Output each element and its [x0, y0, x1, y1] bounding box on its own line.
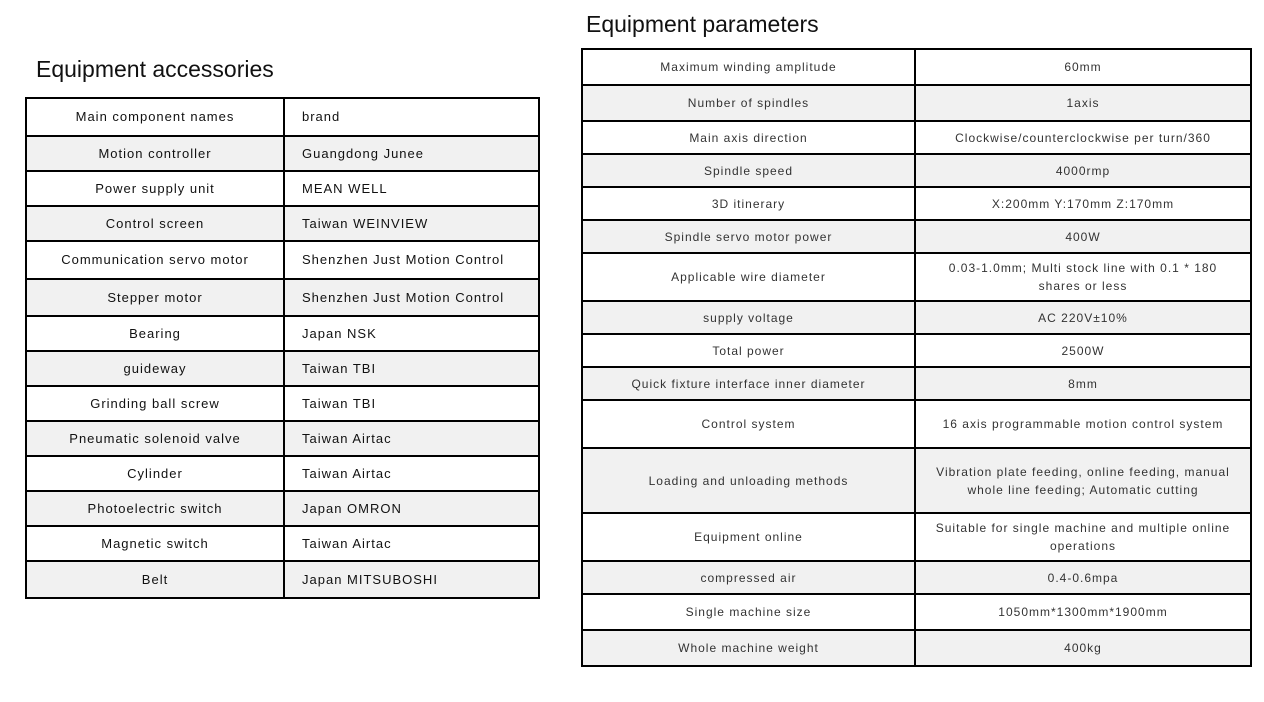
- brand-cell: Japan OMRON: [284, 491, 539, 526]
- parameter-value-cell: 60mm: [915, 49, 1251, 85]
- accessories-table: [25, 97, 540, 599]
- brand-cell: Taiwan Airtac: [284, 421, 539, 456]
- table-row: [26, 279, 539, 316]
- component-name-cell: Communication servo motor: [26, 241, 284, 279]
- component-name-cell: Bearing: [26, 316, 284, 351]
- parameter-value-cell: 1axis: [915, 85, 1251, 121]
- table-row: [26, 561, 539, 598]
- accessories-title: Equipment accessories: [36, 56, 274, 82]
- table-row: [26, 386, 539, 421]
- parameter-name-cell: Total power: [582, 334, 915, 367]
- component-name-cell: Power supply unit: [26, 171, 284, 206]
- parameter-name-cell: supply voltage: [582, 301, 915, 334]
- table-row: [26, 421, 539, 456]
- table-row: [26, 456, 539, 491]
- component-name-cell: Motion controller: [26, 136, 284, 171]
- table-row: [582, 630, 1251, 666]
- table-row: [26, 206, 539, 241]
- parameter-name-cell: compressed air: [582, 561, 915, 594]
- table-row: [582, 187, 1251, 220]
- parameter-name-cell: Equipment online: [582, 513, 915, 561]
- parameter-value-cell: 2500W: [915, 334, 1251, 367]
- parameter-value-cell: AC 220V±10%: [915, 301, 1251, 334]
- brand-cell: Japan NSK: [284, 316, 539, 351]
- brand-cell: Taiwan WEINVIEW: [284, 206, 539, 241]
- table-row: [582, 121, 1251, 154]
- brand-cell: Shenzhen Just Motion Control: [284, 279, 539, 316]
- parameter-value-cell: Clockwise/counterclockwise per turn/360: [915, 121, 1251, 154]
- table-row: [26, 316, 539, 351]
- table-row: [582, 301, 1251, 334]
- brand-cell: Taiwan TBI: [284, 351, 539, 386]
- table-row: [582, 400, 1251, 448]
- table-row: [26, 241, 539, 279]
- parameters-title: Equipment parameters: [586, 11, 819, 37]
- parameter-value-cell: Suitable for single machine and multiple online operations: [915, 513, 1251, 561]
- parameter-value-cell: 0.03-1.0mm; Multi stock line with 0.1 * 180 shares or less: [915, 253, 1251, 301]
- parameter-value-cell: Vibration plate feeding, online feeding, manual whole line feeding; Automatic cutting: [915, 448, 1251, 513]
- brand-cell: brand: [284, 98, 539, 136]
- parameter-name-cell: Control system: [582, 400, 915, 448]
- table-row: [582, 448, 1251, 513]
- parameters-table: [581, 48, 1252, 667]
- parameter-name-cell: Spindle speed: [582, 154, 915, 187]
- brand-cell: Taiwan Airtac: [284, 526, 539, 561]
- brand-cell: Guangdong Junee: [284, 136, 539, 171]
- brand-cell: Taiwan Airtac: [284, 456, 539, 491]
- parameter-name-cell: Single machine size: [582, 594, 915, 630]
- component-name-cell: Magnetic switch: [26, 526, 284, 561]
- table-row: [26, 136, 539, 171]
- table-row: [582, 49, 1251, 85]
- table-row: [582, 220, 1251, 253]
- table-row: [26, 491, 539, 526]
- component-name-cell: Cylinder: [26, 456, 284, 491]
- brand-cell: Taiwan TBI: [284, 386, 539, 421]
- table-row: [26, 98, 539, 136]
- brand-cell: Japan MITSUBOSHI: [284, 561, 539, 598]
- parameter-name-cell: Main axis direction: [582, 121, 915, 154]
- table-row: [582, 334, 1251, 367]
- table-row: [26, 351, 539, 386]
- parameter-value-cell: 16 axis programmable motion control system: [915, 400, 1251, 448]
- brand-cell: MEAN WELL: [284, 171, 539, 206]
- parameter-name-cell: Applicable wire diameter: [582, 253, 915, 301]
- parameter-value-cell: 4000rmp: [915, 154, 1251, 187]
- table-row: [582, 367, 1251, 400]
- parameter-name-cell: 3D itinerary: [582, 187, 915, 220]
- component-name-cell: Stepper motor: [26, 279, 284, 316]
- table-row: [582, 253, 1251, 301]
- table-row: [582, 85, 1251, 121]
- component-name-cell: Control screen: [26, 206, 284, 241]
- table-row: [582, 561, 1251, 594]
- component-name-cell: Grinding ball screw: [26, 386, 284, 421]
- table-row: [582, 513, 1251, 561]
- brand-cell: Shenzhen Just Motion Control: [284, 241, 539, 279]
- parameter-value-cell: 8mm: [915, 367, 1251, 400]
- table-row: [582, 594, 1251, 630]
- parameter-name-cell: Quick fixture interface inner diameter: [582, 367, 915, 400]
- parameter-name-cell: Loading and unloading methods: [582, 448, 915, 513]
- parameter-value-cell: 400W: [915, 220, 1251, 253]
- table-row: [26, 526, 539, 561]
- component-name-cell: Main component names: [26, 98, 284, 136]
- parameter-value-cell: 0.4-0.6mpa: [915, 561, 1251, 594]
- parameter-value-cell: 1050mm*1300mm*1900mm: [915, 594, 1251, 630]
- component-name-cell: Belt: [26, 561, 284, 598]
- parameter-name-cell: Whole machine weight: [582, 630, 915, 666]
- component-name-cell: Pneumatic solenoid valve: [26, 421, 284, 456]
- component-name-cell: guideway: [26, 351, 284, 386]
- parameter-name-cell: Number of spindles: [582, 85, 915, 121]
- parameter-value-cell: 400kg: [915, 630, 1251, 666]
- parameter-value-cell: X:200mm Y:170mm Z:170mm: [915, 187, 1251, 220]
- parameter-name-cell: Maximum winding amplitude: [582, 49, 915, 85]
- component-name-cell: Photoelectric switch: [26, 491, 284, 526]
- table-row: [26, 171, 539, 206]
- parameter-name-cell: Spindle servo motor power: [582, 220, 915, 253]
- table-row: [582, 154, 1251, 187]
